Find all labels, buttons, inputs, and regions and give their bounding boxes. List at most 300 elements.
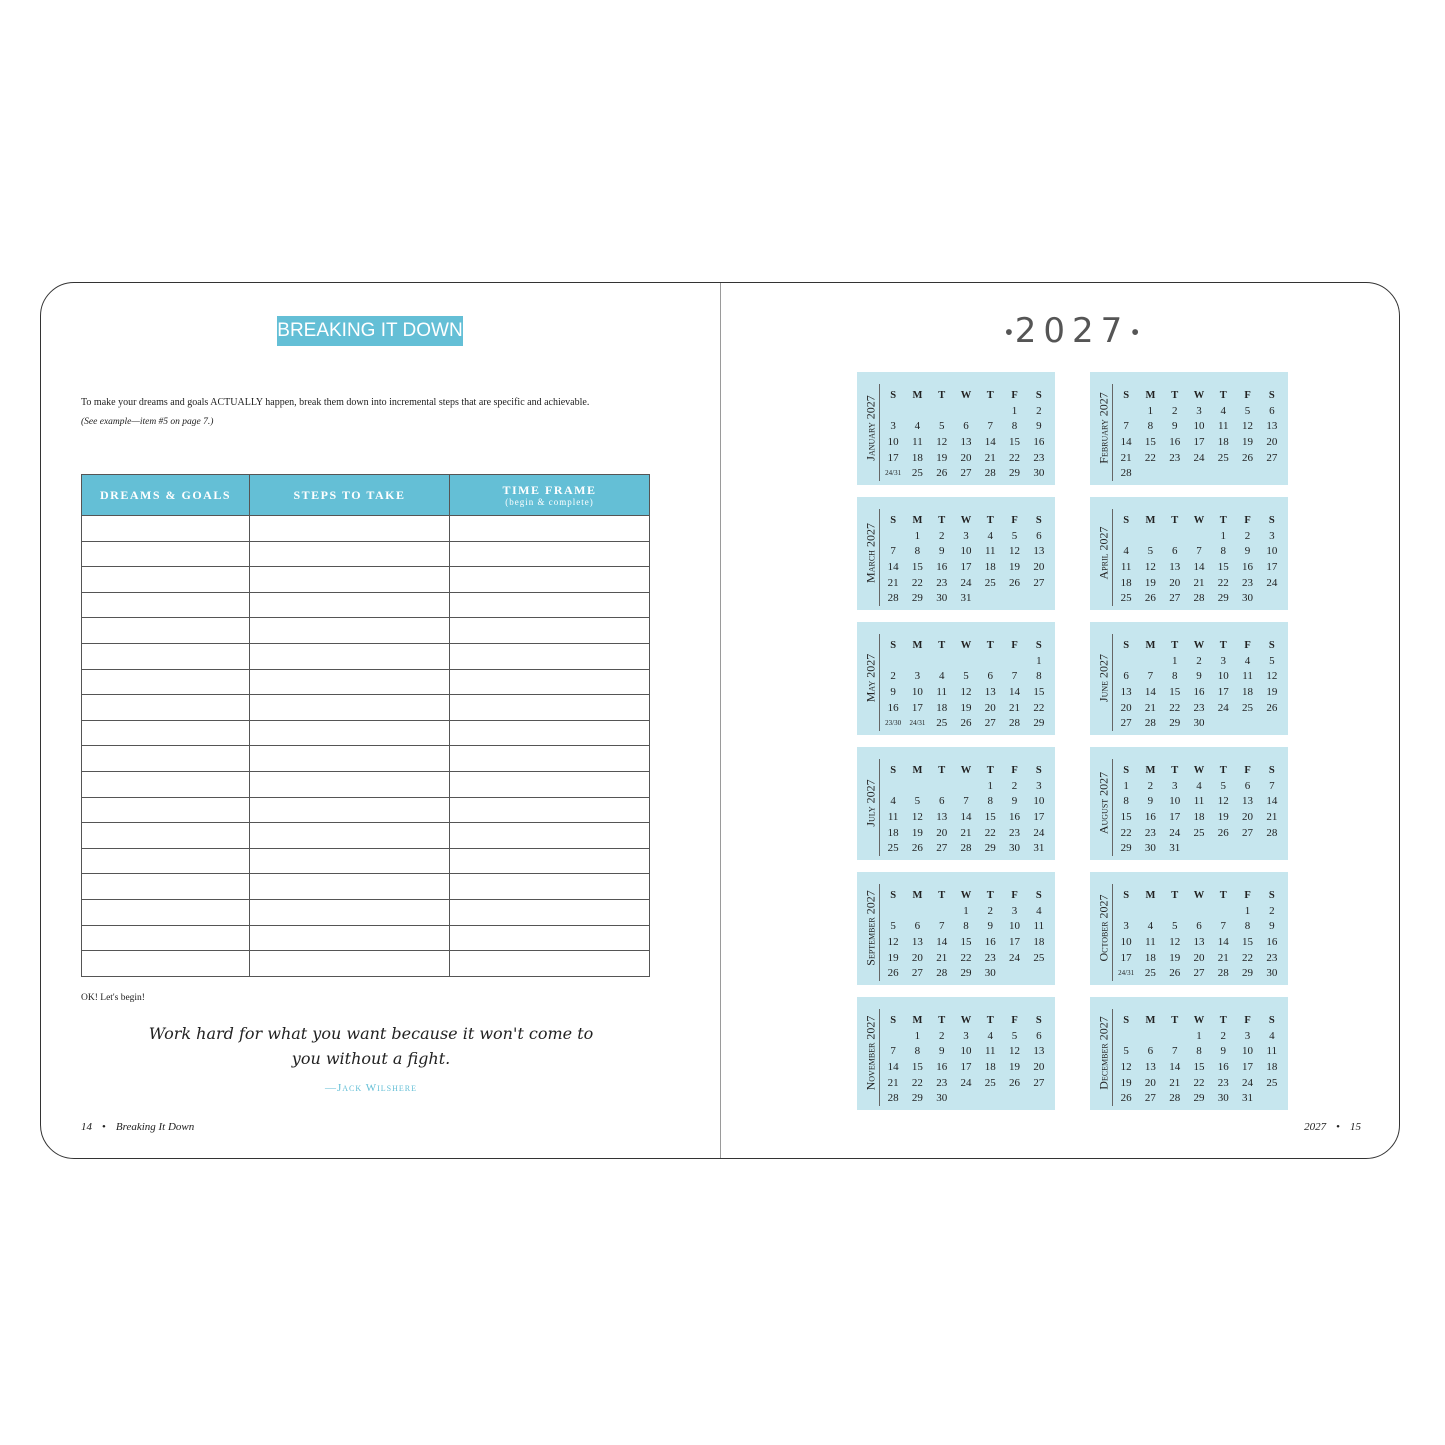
table-cell[interactable] <box>450 874 650 900</box>
day-number: 18 <box>1120 576 1132 589</box>
table-cell[interactable] <box>82 643 250 669</box>
day-number: 28 <box>960 842 972 855</box>
day-number: 30 <box>984 967 996 980</box>
day-number: 7 <box>1171 1045 1178 1058</box>
day-number: 11 <box>984 1045 996 1058</box>
day-number: 8 <box>1123 795 1129 808</box>
table-cell[interactable] <box>250 516 450 542</box>
table-cell[interactable] <box>250 618 450 644</box>
day-number: 19 <box>887 951 899 964</box>
day-number: 10 <box>1169 795 1181 808</box>
table-cell[interactable] <box>250 720 450 746</box>
day-number: 11 <box>984 545 996 558</box>
day-number: 4 <box>890 795 896 808</box>
day-number: 22 <box>1120 826 1132 839</box>
table-cell[interactable] <box>450 567 650 593</box>
week-row <box>1114 591 1284 607</box>
weekday-label: T <box>1219 890 1227 901</box>
weekday-label: S <box>890 640 897 651</box>
right-folio <box>1304 1121 1361 1133</box>
day-number: 27 <box>936 842 948 855</box>
weekday-label: F <box>1244 1015 1251 1026</box>
week-row <box>1114 435 1284 451</box>
day-number: 28 <box>984 467 996 480</box>
table-row <box>82 516 650 542</box>
day-number: 13 <box>1033 545 1045 558</box>
table-cell[interactable] <box>82 925 250 951</box>
table-cell[interactable] <box>250 797 450 823</box>
table-cell[interactable] <box>250 592 450 618</box>
weekday-label: T <box>938 515 946 526</box>
weekday-label: T <box>1219 1015 1227 1026</box>
day-number: 16 <box>936 561 948 574</box>
day-number: 19 <box>1242 436 1254 449</box>
day-number: 28 <box>1266 826 1278 839</box>
day-number: 5 <box>1269 654 1275 667</box>
day-number: 24 <box>1242 1076 1254 1089</box>
week-row <box>1114 841 1284 857</box>
table-cell[interactable] <box>82 746 250 772</box>
weekday-label: S <box>1268 515 1275 526</box>
table-cell[interactable] <box>82 669 250 695</box>
week-row <box>1114 560 1284 576</box>
day-number: 24 <box>960 576 972 589</box>
week-row <box>1114 466 1284 482</box>
month-divider <box>879 509 880 606</box>
day-number <box>1114 654 1138 670</box>
day-number <box>1002 966 1026 982</box>
day-number: 2 <box>1171 404 1178 417</box>
weekday-header-row <box>881 638 1051 654</box>
weekday-header-row <box>1114 1013 1284 1029</box>
table-cell[interactable] <box>450 899 650 925</box>
table-cell[interactable] <box>250 874 450 900</box>
weekday-label: M <box>912 890 923 901</box>
table-cell[interactable] <box>250 951 450 977</box>
month-divider <box>879 884 880 981</box>
day-number: 11 <box>936 686 947 699</box>
day-number: 6 <box>1171 545 1178 558</box>
day-number: 12 <box>960 686 972 699</box>
table-cell[interactable] <box>450 592 650 618</box>
table-cell[interactable] <box>450 746 650 772</box>
table-cell[interactable] <box>450 823 650 849</box>
day-number: 6 <box>1036 1029 1042 1042</box>
day-number: 28 <box>1144 717 1156 730</box>
day-number: 3 <box>1196 404 1202 417</box>
day-number: 14 <box>1266 795 1278 808</box>
day-number: 20 <box>984 701 996 714</box>
table-cell[interactable] <box>250 669 450 695</box>
table-row <box>82 541 650 567</box>
day-number: 29 <box>1169 717 1181 730</box>
weekday-label: W <box>1193 1015 1205 1026</box>
weekday-label: F <box>1011 1015 1018 1026</box>
day-number: 20 <box>936 826 948 839</box>
day-number: 23 <box>1217 1076 1229 1089</box>
week-row <box>1114 451 1284 467</box>
week-row <box>881 591 1051 607</box>
day-number: 21 <box>984 451 996 464</box>
weekday-label: T <box>986 1015 994 1026</box>
month-name-text: November 2027 <box>863 1015 878 1091</box>
day-number: 24 <box>1217 701 1229 714</box>
day-number: 18 <box>1217 436 1229 449</box>
table-cell[interactable] <box>82 541 250 567</box>
day-number: 13 <box>1242 795 1254 808</box>
day-number: 3 <box>890 420 896 433</box>
day-number: 22 <box>1193 1076 1205 1089</box>
day-number: 1 <box>1011 404 1018 417</box>
day-number: 12 <box>1009 545 1021 558</box>
day-number: 31 <box>1242 1092 1254 1105</box>
weekday-label: S <box>890 890 897 901</box>
day-number: 27 <box>1242 826 1254 839</box>
table-cell[interactable] <box>82 771 250 797</box>
table-cell[interactable] <box>450 669 650 695</box>
weekday-label: W <box>1193 390 1205 401</box>
day-number: 26 <box>1009 576 1021 589</box>
month-calendar <box>857 372 1055 485</box>
table-cell[interactable] <box>450 643 650 669</box>
day-number: 22 <box>960 951 972 964</box>
day-number: 4 <box>1220 404 1227 417</box>
day-number: 13 <box>1120 686 1132 699</box>
week-row <box>1114 529 1284 545</box>
table-cell[interactable] <box>82 618 250 644</box>
day-number: 10 <box>1217 670 1229 683</box>
day-number <box>1138 1029 1162 1045</box>
day-number <box>1211 904 1235 920</box>
weekday-label: T <box>938 640 946 651</box>
day-number: 16 <box>1193 686 1205 699</box>
day-number: 2 <box>938 1029 945 1042</box>
week-row <box>881 451 1051 467</box>
day-number: 9 <box>1011 795 1018 808</box>
day-number: 10 <box>1193 420 1205 433</box>
table-cell[interactable] <box>450 797 650 823</box>
day-number: 19 <box>1266 686 1278 699</box>
day-number <box>1027 966 1051 982</box>
day-number: 13 <box>911 936 923 949</box>
month-divider <box>879 1009 880 1106</box>
table-cell[interactable] <box>450 925 650 951</box>
intro-text: To make your dreams and goals ACTUALLY happen, break them down into incremental steps that are specific and achievable. <box>81 397 590 408</box>
day-number: 1 <box>1220 529 1227 542</box>
day-number: 11 <box>1145 936 1156 949</box>
day-number: 9 <box>1244 545 1251 558</box>
table-cell[interactable] <box>450 695 650 721</box>
day-number <box>1114 904 1138 920</box>
table-row <box>82 669 650 695</box>
weekday-label: T <box>986 640 994 651</box>
right-page <box>722 283 1401 1158</box>
day-number: 17 <box>1009 936 1021 949</box>
day-number: 5 <box>890 920 896 933</box>
day-number: 29 <box>1120 842 1132 855</box>
day-number: 16 <box>1242 561 1254 574</box>
day-number: 24 <box>1266 576 1278 589</box>
month-grid <box>1114 763 1284 857</box>
week-row <box>881 685 1051 701</box>
table-cell[interactable] <box>250 695 450 721</box>
weekday-label: T <box>1171 890 1179 901</box>
day-number: 24 <box>1193 451 1205 464</box>
weekday-label: F <box>1011 515 1018 526</box>
day-number: 23 <box>1193 701 1205 714</box>
day-number: 1 <box>1036 654 1042 667</box>
table-cell[interactable] <box>250 899 450 925</box>
day-number: 14 <box>887 1061 899 1074</box>
day-number: 29 <box>911 592 923 605</box>
weekday-label: M <box>912 515 923 526</box>
intro-note: (See example—item #5 on page 7.) <box>81 417 214 427</box>
table-cell[interactable] <box>450 541 650 567</box>
day-number <box>1163 529 1187 545</box>
right-folio-year: 2027 <box>1304 1121 1327 1133</box>
day-number: 18 <box>1033 936 1045 949</box>
day-number: 16 <box>1144 811 1156 824</box>
month-name-text: October 2027 <box>1096 894 1111 962</box>
month-divider <box>879 634 880 731</box>
day-number: 20 <box>1033 561 1045 574</box>
table-cell[interactable] <box>82 823 250 849</box>
day-number: 8 <box>1220 545 1227 558</box>
month-name-text: May 2027 <box>863 653 878 703</box>
day-number: 11 <box>912 436 923 449</box>
weekday-label: S <box>1123 390 1130 401</box>
day-number: 14 <box>1120 436 1132 449</box>
day-number: 29 <box>911 1092 923 1105</box>
table-row <box>82 720 650 746</box>
week-row <box>881 529 1051 545</box>
day-number <box>1114 1029 1138 1045</box>
week-row <box>1114 1076 1284 1092</box>
week-row <box>881 576 1051 592</box>
table-row <box>82 771 650 797</box>
day-number: 17 <box>1266 561 1278 574</box>
table-cell[interactable] <box>250 746 450 772</box>
day-number: 19 <box>1120 1076 1132 1089</box>
table-cell[interactable] <box>82 720 250 746</box>
day-number: 30 <box>1193 717 1205 730</box>
section-title: BREAKING IT DOWN <box>277 316 463 346</box>
table-cell[interactable] <box>250 567 450 593</box>
day-number: 5 <box>914 795 921 808</box>
weekday-label: W <box>1193 640 1205 651</box>
weekday-label: W <box>960 515 972 526</box>
day-number: 23 <box>1009 826 1021 839</box>
table-row <box>82 874 650 900</box>
day-number: 6 <box>1196 920 1202 933</box>
month-grid <box>1114 888 1284 982</box>
day-number: 12 <box>1009 1045 1021 1058</box>
day-number: 10 <box>1242 1045 1254 1058</box>
table-cell[interactable] <box>82 899 250 925</box>
month-calendar <box>857 997 1055 1110</box>
day-number: 14 <box>1144 686 1156 699</box>
week-row <box>881 904 1051 920</box>
weekday-label: M <box>1145 390 1156 401</box>
table-cell[interactable] <box>250 848 450 874</box>
day-number: 21 <box>1193 576 1205 589</box>
table-cell[interactable] <box>250 925 450 951</box>
table-cell[interactable] <box>250 771 450 797</box>
day-number: 1 <box>1244 904 1251 917</box>
day-number: 8 <box>963 920 969 933</box>
day-number: 7 <box>1196 545 1202 558</box>
table-cell[interactable] <box>250 541 450 567</box>
week-row <box>1114 685 1284 701</box>
day-number <box>881 529 905 545</box>
day-number: 27 <box>1169 592 1181 605</box>
table-row <box>82 618 650 644</box>
week-row <box>1114 404 1284 420</box>
day-number: 7 <box>1269 779 1275 792</box>
day-number: 26 <box>887 967 899 980</box>
day-number: 18 <box>984 1061 996 1074</box>
day-number: 12 <box>887 936 899 949</box>
month-divider <box>1112 509 1113 606</box>
day-number: 10 <box>1033 795 1045 808</box>
day-number: 3 <box>914 670 921 683</box>
day-number: 10 <box>1266 545 1278 558</box>
month-name-text: July 2027 <box>863 779 878 827</box>
day-number: 5 <box>1011 1029 1018 1042</box>
month-grid <box>881 388 1051 482</box>
week-row <box>1114 669 1284 685</box>
table-cell[interactable] <box>82 567 250 593</box>
weekday-label: T <box>938 765 946 776</box>
day-number <box>1002 1091 1026 1107</box>
day-number: 15 <box>1033 686 1045 699</box>
day-number: 18 <box>1266 1061 1278 1074</box>
goals-table-body <box>82 516 650 977</box>
day-number: 14 <box>984 436 996 449</box>
bullet-icon: • <box>1129 320 1142 345</box>
weekday-label: W <box>960 890 972 901</box>
table-cell[interactable] <box>450 720 650 746</box>
weekday-label: W <box>1193 515 1205 526</box>
month-grid <box>1114 388 1284 482</box>
day-number: 4 <box>914 420 921 433</box>
week-row <box>881 951 1051 967</box>
day-number: 14 <box>1217 936 1229 949</box>
day-number: 5 <box>1220 779 1227 792</box>
day-number: 9 <box>938 1045 945 1058</box>
table-cell[interactable] <box>450 951 650 977</box>
week-row <box>1114 1060 1284 1076</box>
day-number: 12 <box>1242 420 1254 433</box>
day-number: 6 <box>1147 1045 1154 1058</box>
month-grid <box>881 638 1051 732</box>
day-number: 13 <box>960 436 972 449</box>
day-number <box>905 904 929 920</box>
table-cell[interactable] <box>82 951 250 977</box>
week-row <box>1114 951 1284 967</box>
day-number <box>1027 1091 1051 1107</box>
day-number: 4 <box>938 670 945 683</box>
day-number: 8 <box>1171 670 1178 683</box>
table-cell[interactable] <box>450 771 650 797</box>
week-row <box>1114 1091 1284 1107</box>
day-number: 21 <box>960 826 972 839</box>
day-number: 3 <box>1123 920 1129 933</box>
table-header-row <box>82 475 650 516</box>
week-row <box>881 826 1051 842</box>
month-calendar <box>857 497 1055 610</box>
goals-table <box>81 474 650 977</box>
day-number: 6 <box>938 795 945 808</box>
day-number: 1 <box>1147 404 1154 417</box>
week-row <box>1114 576 1284 592</box>
week-row <box>881 560 1051 576</box>
right-page-number: 15 <box>1350 1121 1361 1133</box>
day-number: 16 <box>1217 1061 1229 1074</box>
month-name-text: February 2027 <box>1096 392 1111 464</box>
week-row <box>881 919 1051 935</box>
day-number: 17 <box>1217 686 1229 699</box>
day-number: 28 <box>1193 592 1205 605</box>
day-number: 16 <box>984 936 996 949</box>
day-number: 4 <box>1147 920 1154 933</box>
day-number <box>881 654 905 670</box>
day-number: 5 <box>938 420 945 433</box>
day-number: 29 <box>1217 592 1229 605</box>
day-number: 11 <box>1242 670 1253 683</box>
day-number: 20 <box>960 451 972 464</box>
table-cell[interactable] <box>82 797 250 823</box>
weekday-label: M <box>1145 1015 1156 1026</box>
day-number: 28 <box>887 1092 899 1105</box>
table-cell[interactable] <box>450 848 650 874</box>
day-number: 25 <box>1033 951 1045 964</box>
week-row <box>881 1060 1051 1076</box>
week-row <box>881 419 1051 435</box>
month-name-text: September 2027 <box>863 890 878 966</box>
table-cell[interactable] <box>250 643 450 669</box>
day-number: 29 <box>960 967 972 980</box>
week-row <box>881 794 1051 810</box>
table-cell[interactable] <box>82 695 250 721</box>
day-number: 14 <box>1169 1061 1181 1074</box>
day-number <box>1260 841 1284 857</box>
weekday-label: F <box>1244 390 1251 401</box>
day-number: 24/31 <box>885 469 902 478</box>
table-cell[interactable] <box>82 848 250 874</box>
day-number: 16 <box>1169 436 1181 449</box>
day-number: 5 <box>1123 1045 1129 1058</box>
day-number: 19 <box>1217 811 1229 824</box>
table-cell[interactable] <box>82 592 250 618</box>
table-cell[interactable] <box>450 516 650 542</box>
day-number: 24/31 <box>1118 969 1135 978</box>
table-cell[interactable] <box>82 516 250 542</box>
weekday-label: F <box>1011 390 1018 401</box>
weekday-header-row <box>1114 888 1284 904</box>
day-number: 30 <box>1266 967 1278 980</box>
day-number <box>1235 716 1259 732</box>
day-number: 27 <box>960 467 972 480</box>
day-number: 15 <box>1120 811 1132 824</box>
table-cell[interactable] <box>450 618 650 644</box>
table-cell[interactable] <box>250 823 450 849</box>
day-number: 11 <box>887 811 899 824</box>
weekday-header-row <box>881 888 1051 904</box>
table-cell[interactable] <box>82 874 250 900</box>
day-number: 2 <box>890 670 896 683</box>
month-grid <box>881 888 1051 982</box>
